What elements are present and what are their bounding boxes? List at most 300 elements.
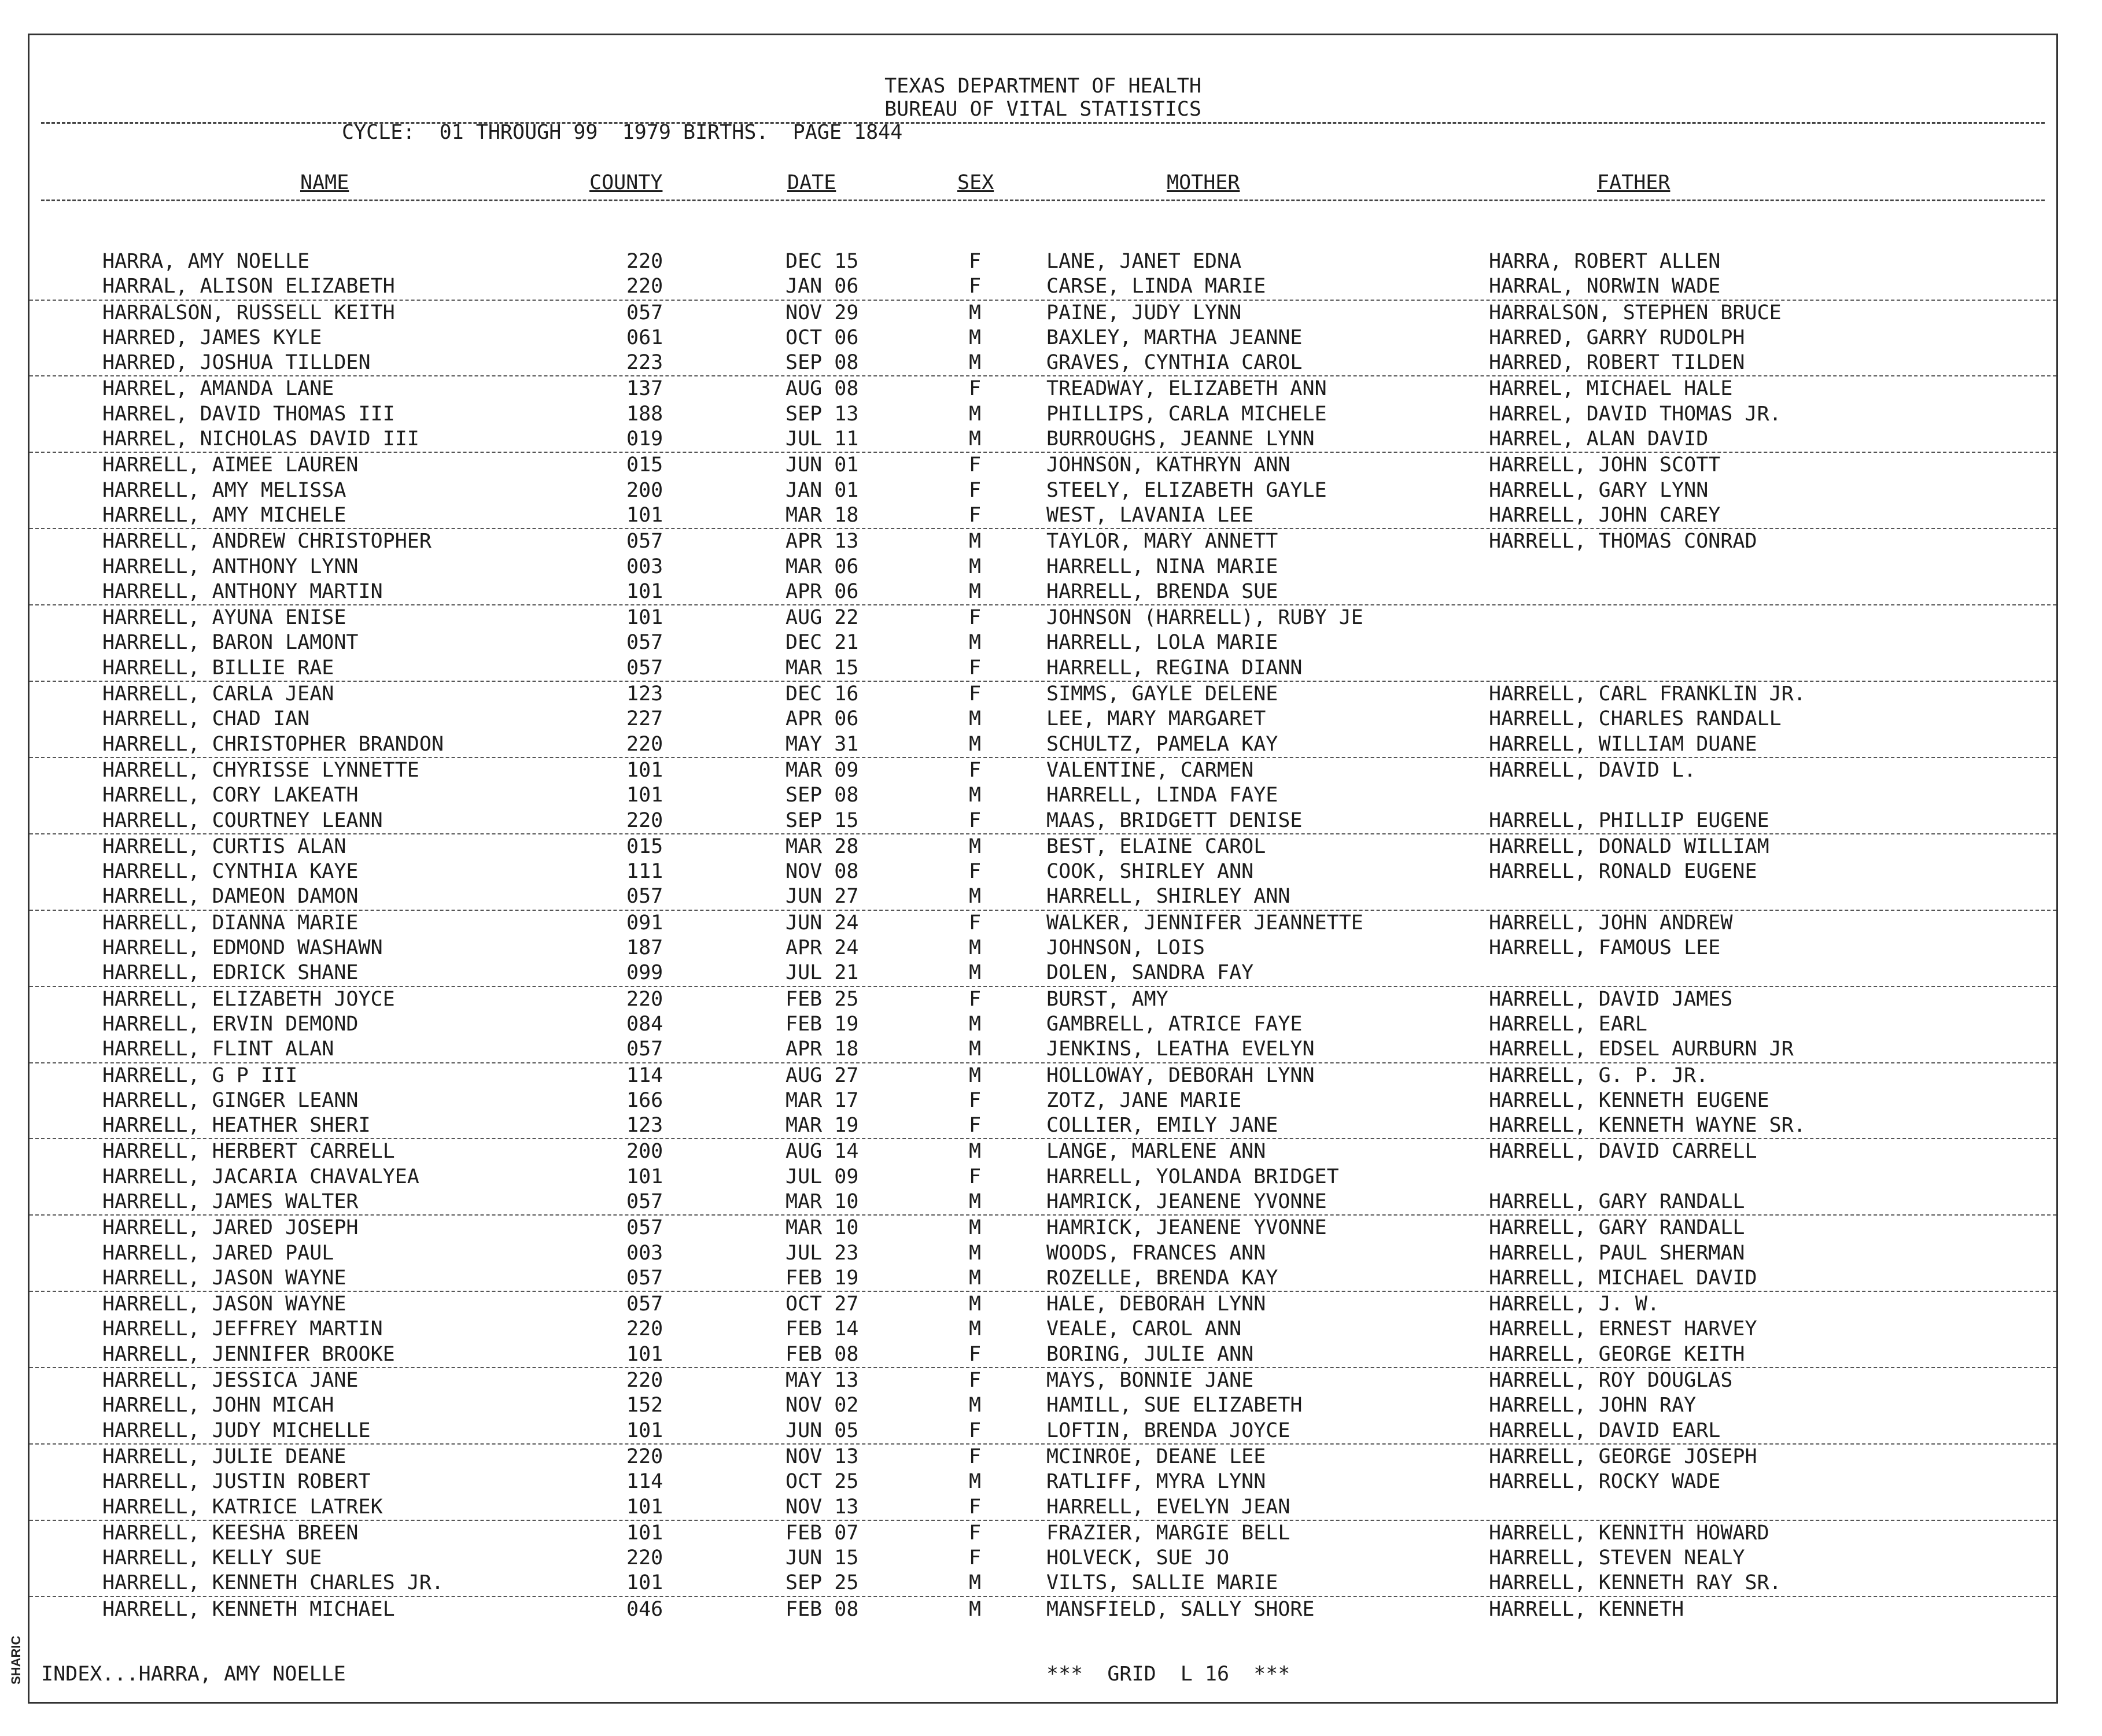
record-date: APR 18 xyxy=(786,1037,859,1061)
record-county: 015 xyxy=(626,834,663,858)
table-row xyxy=(29,503,2056,529)
record-date: AUG 14 xyxy=(786,1140,859,1164)
record-county: 220 xyxy=(626,808,663,832)
record-county: 057 xyxy=(626,1266,663,1290)
record-sex: M xyxy=(969,1470,982,1494)
record-name: HARRELL, FLINT ALAN xyxy=(102,1037,334,1061)
record-father: HARRELL, G. P. JR. xyxy=(1489,1063,1709,1087)
record-father: HARRELL, DONALD WILLIAM xyxy=(1489,834,1769,858)
record-name: HARRELL, AIMEE LAUREN xyxy=(102,453,359,477)
record-father: HARRELL, WILLIAM DUANE xyxy=(1489,732,1757,756)
record-county: 101 xyxy=(626,784,663,807)
record-sex: F xyxy=(969,275,982,298)
record-sex: F xyxy=(969,860,982,884)
record-sex: F xyxy=(969,503,982,527)
record-county: 101 xyxy=(626,579,663,603)
record-name: HARRELL, KEESHA BREEN xyxy=(102,1521,359,1545)
record-father: HARRELL, GEORGE KEITH xyxy=(1489,1342,1745,1366)
table-row xyxy=(29,758,2056,783)
table-row xyxy=(29,1139,2056,1164)
record-sex: F xyxy=(969,1088,982,1112)
record-date: SEP 08 xyxy=(786,351,859,375)
record-mother: TAYLOR, MARY ANNETT xyxy=(1046,530,1278,553)
table-row xyxy=(29,1088,2056,1113)
side-mark xyxy=(3,1631,27,1689)
record-county: 101 xyxy=(626,606,663,630)
record-mother: HARRELL, BRENDA SUE xyxy=(1046,579,1278,603)
column-header-father: FATHER xyxy=(1597,171,1670,194)
column-header-mother: MOTHER xyxy=(1167,171,1240,194)
table-row xyxy=(29,555,2056,579)
table-row xyxy=(29,1037,2056,1063)
record-sex: F xyxy=(969,758,982,782)
record-mother: HARRELL, LINDA FAYE xyxy=(1046,784,1278,807)
record-date: DEC 16 xyxy=(786,682,859,706)
record-date: OCT 25 xyxy=(786,1470,859,1494)
record-date: JAN 01 xyxy=(786,478,859,502)
record-date: FEB 08 xyxy=(786,1597,859,1621)
table-row xyxy=(29,1266,2056,1292)
record-sex: M xyxy=(969,732,982,756)
record-county: 061 xyxy=(626,326,663,349)
record-sex: M xyxy=(969,1140,982,1164)
column-header-sex: SEX xyxy=(957,171,994,194)
record-sex: M xyxy=(969,1216,982,1240)
record-mother: LANE, JANET EDNA xyxy=(1046,250,1242,273)
record-county: 137 xyxy=(626,377,663,401)
table-row xyxy=(29,884,2056,910)
record-name: HARRELL, EDRICK SHANE xyxy=(102,961,359,985)
record-name: HARRELL, AMY MELISSA xyxy=(102,478,346,502)
table-row xyxy=(29,579,2056,605)
record-father: HARRELL, STEVEN NEALY xyxy=(1489,1546,1745,1570)
record-sex: F xyxy=(969,1521,982,1545)
record-sex: F xyxy=(969,250,982,273)
record-mother: JOHNSON (HARRELL), RUBY JE xyxy=(1046,606,1363,630)
column-header-date: DATE xyxy=(787,171,836,194)
record-date: NOV 08 xyxy=(786,860,859,884)
record-date: JUL 23 xyxy=(786,1241,859,1265)
index-page-frame xyxy=(28,34,2058,1704)
record-county: 114 xyxy=(626,1063,663,1087)
record-county: 057 xyxy=(626,1292,663,1316)
record-county: 057 xyxy=(626,1216,663,1240)
record-county: 057 xyxy=(626,530,663,553)
record-mother: VEALE, CAROL ANN xyxy=(1046,1317,1242,1341)
record-date: SEP 25 xyxy=(786,1571,859,1595)
record-date: DEC 21 xyxy=(786,631,859,655)
record-mother: WALKER, JENNIFER JEANNETTE xyxy=(1046,911,1363,935)
record-mother: BORING, JULIE ANN xyxy=(1046,1342,1254,1366)
record-father: HARRELL, JOHN CAREY xyxy=(1489,503,1721,527)
table-row xyxy=(29,1546,2056,1571)
record-county: 003 xyxy=(626,1241,663,1265)
record-date: SEP 15 xyxy=(786,808,859,832)
record-sex: F xyxy=(969,1114,982,1137)
index-footer: INDEX...HARRA, AMY NOELLE xyxy=(41,1663,346,1686)
record-sex: M xyxy=(969,1266,982,1290)
table-row xyxy=(29,402,2056,427)
record-county: 220 xyxy=(626,732,663,756)
record-mother: STEELY, ELIZABETH GAYLE xyxy=(1046,478,1327,502)
record-father: HARRELL, KENNETH RAY SR. xyxy=(1489,1571,1782,1595)
record-father: HARRELL, GARY RANDALL xyxy=(1489,1216,1745,1240)
record-name: HARREL, AMANDA LANE xyxy=(102,377,334,401)
record-father: HARRA, ROBERT ALLEN xyxy=(1489,250,1721,273)
record-mother: HARRELL, LOLA MARIE xyxy=(1046,631,1278,655)
record-mother: MCINROE, DEANE LEE xyxy=(1046,1445,1266,1468)
record-name: HARRED, JOSHUA TILLDEN xyxy=(102,351,371,375)
record-date: MAY 31 xyxy=(786,732,859,756)
record-date: MAR 15 xyxy=(786,656,859,679)
record-name: HARRELL, KENNETH MICHAEL xyxy=(102,1597,395,1621)
record-date: NOV 13 xyxy=(786,1495,859,1519)
column-header-rule xyxy=(41,200,2045,201)
record-county: 099 xyxy=(626,961,663,985)
table-row xyxy=(29,783,2056,808)
table-row xyxy=(29,1368,2056,1393)
record-father: HARRELL, KENNITH HOWARD xyxy=(1489,1521,1769,1545)
record-mother: HARRELL, REGINA DIANN xyxy=(1046,656,1303,679)
record-date: FEB 14 xyxy=(786,1317,859,1341)
record-date: OCT 27 xyxy=(786,1292,859,1316)
record-county: 114 xyxy=(626,1470,663,1494)
record-mother: HARRELL, YOLANDA BRIDGET xyxy=(1046,1165,1339,1188)
column-header-county: COUNTY xyxy=(589,171,663,194)
table-row xyxy=(29,1469,2056,1494)
record-date: FEB 19 xyxy=(786,1266,859,1290)
record-county: 084 xyxy=(626,1012,663,1036)
record-name: HARRELL, JARED PAUL xyxy=(102,1241,334,1265)
table-row xyxy=(29,529,2056,554)
record-father: HARRED, ROBERT TILDEN xyxy=(1489,351,1745,375)
record-date: OCT 06 xyxy=(786,326,859,349)
record-date: JUL 21 xyxy=(786,961,859,985)
record-name: HARREL, DAVID THOMAS III xyxy=(102,402,395,426)
record-date: MAR 18 xyxy=(786,503,859,527)
record-name: HARRELL, JUDY MICHELLE xyxy=(102,1419,371,1442)
table-row xyxy=(29,1571,2056,1597)
record-father: HARRELL, KENNETH xyxy=(1489,1597,1684,1621)
record-father: HARRELL, FAMOUS LEE xyxy=(1489,936,1721,960)
record-name: HARRELL, JESSICA JANE xyxy=(102,1369,359,1393)
record-mother: BURROUGHS, JEANNE LYNN xyxy=(1046,427,1315,451)
record-name: HARRELL, ERVIN DEMOND xyxy=(102,1012,359,1036)
record-county: 057 xyxy=(626,656,663,679)
record-father: HARRELL, DAVID L. xyxy=(1489,758,1697,782)
record-name: HARRELL, JUSTIN ROBERT xyxy=(102,1470,371,1494)
record-date: MAR 09 xyxy=(786,758,859,782)
table-row xyxy=(29,1012,2056,1037)
table-row xyxy=(29,326,2056,350)
record-county: 057 xyxy=(626,631,663,655)
table-row xyxy=(29,1113,2056,1139)
record-mother: DOLEN, SANDRA FAY xyxy=(1046,961,1254,985)
record-sex: F xyxy=(969,682,982,706)
record-date: AUG 27 xyxy=(786,1063,859,1087)
table-row xyxy=(29,859,2056,884)
record-sex: M xyxy=(969,1317,982,1341)
record-father: HARRELL, GARY LYNN xyxy=(1489,478,1709,502)
record-sex: M xyxy=(969,326,982,349)
record-father: HARRELL, EDSEL AURBURN JR xyxy=(1489,1037,1794,1061)
record-date: MAY 13 xyxy=(786,1369,859,1393)
record-mother: HOLLOWAY, DEBORAH LYNN xyxy=(1046,1063,1315,1087)
record-date: APR 24 xyxy=(786,936,859,960)
record-name: HARRELL, JACARIA CHAVALYEA xyxy=(102,1165,419,1188)
record-mother: WEST, LAVANIA LEE xyxy=(1046,503,1254,527)
record-father: HARRELL, JOHN ANDREW xyxy=(1489,911,1733,935)
record-mother: ROZELLE, BRENDA KAY xyxy=(1046,1266,1278,1290)
record-father: HARRELL, ROCKY WADE xyxy=(1489,1470,1721,1494)
record-mother: JOHNSON, KATHRYN ANN xyxy=(1046,453,1290,477)
record-name: HARRELL, CHAD IAN xyxy=(102,707,310,731)
record-father: HARRELL, DAVID CARRELL xyxy=(1489,1140,1757,1164)
record-sex: F xyxy=(969,1419,982,1442)
record-county: 200 xyxy=(626,478,663,502)
record-father: HARRALSON, STEPHEN BRUCE xyxy=(1489,301,1782,324)
record-date: APR 13 xyxy=(786,530,859,553)
record-county: 091 xyxy=(626,911,663,935)
record-mother: LEE, MARY MARGARET xyxy=(1046,707,1266,731)
record-father: HARRELL, MICHAEL DAVID xyxy=(1489,1266,1757,1290)
record-father: HARRELL, THOMAS CONRAD xyxy=(1489,530,1757,553)
record-name: HARRELL, G P III xyxy=(102,1063,298,1087)
table-row xyxy=(29,936,2056,961)
record-mother: BEST, ELAINE CAROL xyxy=(1046,834,1266,858)
record-sex: M xyxy=(969,1292,982,1316)
record-father: HARRELL, JOHN RAY xyxy=(1489,1394,1697,1417)
side-mark-label: SHARIC xyxy=(9,1635,23,1685)
record-mother: GAMBRELL, ATRICE FAYE xyxy=(1046,1012,1303,1036)
record-county: 019 xyxy=(626,427,663,451)
column-header-name: NAME xyxy=(300,171,349,194)
record-date: MAR 06 xyxy=(786,555,859,578)
record-sex: M xyxy=(969,579,982,603)
record-county: 003 xyxy=(626,555,663,578)
record-father: HARRELL, CARL FRANKLIN JR. xyxy=(1489,682,1806,706)
table-row xyxy=(29,427,2056,453)
record-county: 123 xyxy=(626,682,663,706)
record-name: HARRELL, AMY MICHELE xyxy=(102,503,346,527)
record-father: HARRELL, KENNETH WAYNE SR. xyxy=(1489,1114,1806,1137)
record-sex: F xyxy=(969,808,982,832)
table-row xyxy=(29,961,2056,987)
record-mother: SCHULTZ, PAMELA KAY xyxy=(1046,732,1278,756)
table-row xyxy=(29,808,2056,834)
record-county: 015 xyxy=(626,453,663,477)
record-mother: PAINE, JUDY LYNN xyxy=(1046,301,1242,324)
record-mother: COLLIER, EMILY JANE xyxy=(1046,1114,1278,1137)
record-father: HARRELL, ERNEST HARVEY xyxy=(1489,1317,1757,1341)
record-county: 152 xyxy=(626,1394,663,1417)
record-county: 111 xyxy=(626,860,663,884)
record-county: 101 xyxy=(626,503,663,527)
record-date: MAR 19 xyxy=(786,1114,859,1137)
record-name: HARRELL, JULIE DEANE xyxy=(102,1445,346,1468)
record-name: HARRELL, COURTNEY LEANN xyxy=(102,808,383,832)
record-name: HARRELL, JASON WAYNE xyxy=(102,1266,346,1290)
table-row xyxy=(29,987,2056,1012)
record-sex: F xyxy=(969,656,982,679)
record-county: 057 xyxy=(626,301,663,324)
record-date: FEB 08 xyxy=(786,1342,859,1366)
record-mother: COOK, SHIRLEY ANN xyxy=(1046,860,1254,884)
record-father: HARREL, MICHAEL HALE xyxy=(1489,377,1733,401)
record-name: HARRELL, JARED JOSEPH xyxy=(102,1216,359,1240)
record-sex: M xyxy=(969,784,982,807)
record-name: HARRELL, KATRICE LATREK xyxy=(102,1495,383,1519)
table-row xyxy=(29,605,2056,630)
record-sex: M xyxy=(969,1190,982,1213)
record-sex: M xyxy=(969,961,982,985)
department-title: TEXAS DEPARTMENT OF HEALTH xyxy=(884,75,1201,98)
record-date: JUN 15 xyxy=(786,1546,859,1570)
record-county: 101 xyxy=(626,1495,663,1519)
record-mother: JOHNSON, LOIS xyxy=(1046,936,1205,960)
record-county: 123 xyxy=(626,1114,663,1137)
record-name: HARRELL, DIANNA MARIE xyxy=(102,911,359,935)
record-date: MAR 28 xyxy=(786,834,859,858)
record-county: 227 xyxy=(626,707,663,731)
table-row xyxy=(29,1190,2056,1216)
table-row xyxy=(29,1063,2056,1088)
record-mother: HAMILL, SUE ELIZABETH xyxy=(1046,1394,1303,1417)
table-row xyxy=(29,1216,2056,1240)
table-row xyxy=(29,1241,2056,1266)
bureau-title: BUREAU OF VITAL STATISTICS xyxy=(884,98,1201,121)
record-name: HARRAL, ALISON ELIZABETH xyxy=(102,275,395,298)
record-mother: RATLIFF, MYRA LYNN xyxy=(1046,1470,1266,1494)
record-county: 046 xyxy=(626,1597,663,1621)
record-father: HARRELL, GEORGE JOSEPH xyxy=(1489,1445,1757,1468)
record-county: 187 xyxy=(626,936,663,960)
record-father: HARRELL, J. W. xyxy=(1489,1292,1660,1316)
table-row xyxy=(29,249,2056,274)
record-name: HARRELL, ELIZABETH JOYCE xyxy=(102,987,395,1011)
table-row xyxy=(29,707,2056,732)
record-mother: MAAS, BRIDGETT DENISE xyxy=(1046,808,1303,832)
record-name: HARREL, NICHOLAS DAVID III xyxy=(102,427,419,451)
record-mother: SIMMS, GAYLE DELENE xyxy=(1046,682,1278,706)
record-mother: GRAVES, CYNTHIA CAROL xyxy=(1046,351,1303,375)
table-row xyxy=(29,1419,2056,1445)
record-mother: CARSE, LINDA MARIE xyxy=(1046,275,1266,298)
record-mother: HAMRICK, JEANENE YVONNE xyxy=(1046,1216,1327,1240)
record-sex: F xyxy=(969,911,982,935)
record-county: 101 xyxy=(626,1342,663,1366)
record-date: AUG 08 xyxy=(786,377,859,401)
record-date: APR 06 xyxy=(786,707,859,731)
record-mother: HARRELL, NINA MARIE xyxy=(1046,555,1278,578)
record-mother: HARRELL, SHIRLEY ANN xyxy=(1046,885,1290,908)
record-name: HARRELL, JOHN MICAH xyxy=(102,1394,334,1417)
record-sex: M xyxy=(969,301,982,324)
record-date: FEB 25 xyxy=(786,987,859,1011)
record-county: 220 xyxy=(626,275,663,298)
table-row xyxy=(29,350,2056,376)
table-row xyxy=(29,911,2056,936)
record-sex: M xyxy=(969,1394,982,1417)
record-mother: LOFTIN, BRENDA JOYCE xyxy=(1046,1419,1290,1442)
record-date: APR 06 xyxy=(786,579,859,603)
record-county: 101 xyxy=(626,1521,663,1545)
record-father: HARRELL, RONALD EUGENE xyxy=(1489,860,1757,884)
record-father: HARRELL, DAVID JAMES xyxy=(1489,987,1733,1011)
record-name: HARRELL, AYUNA ENISE xyxy=(102,606,346,630)
table-row xyxy=(29,1165,2056,1190)
record-sex: F xyxy=(969,987,982,1011)
record-date: AUG 22 xyxy=(786,606,859,630)
birth-records-list xyxy=(29,249,2056,1622)
record-sex: F xyxy=(969,1495,982,1519)
record-name: HARRELL, KELLY SUE xyxy=(102,1546,322,1570)
record-mother: BAXLEY, MARTHA JEANNE xyxy=(1046,326,1303,349)
record-date: SEP 08 xyxy=(786,784,859,807)
table-row xyxy=(29,478,2056,503)
record-name: HARRELL, CHRISTOPHER BRANDON xyxy=(102,732,444,756)
record-sex: F xyxy=(969,453,982,477)
record-name: HARRELL, JASON WAYNE xyxy=(102,1292,346,1316)
record-county: 220 xyxy=(626,1369,663,1393)
record-date: MAR 10 xyxy=(786,1190,859,1213)
record-name: HARRELL, CHYRISSE LYNNETTE xyxy=(102,758,419,782)
record-name: HARRELL, JAMES WALTER xyxy=(102,1190,359,1213)
record-county: 101 xyxy=(626,1165,663,1188)
record-name: HARRALSON, RUSSELL KEITH xyxy=(102,301,395,324)
record-county: 220 xyxy=(626,250,663,273)
record-name: HARRELL, ANTHONY LYNN xyxy=(102,555,359,578)
record-county: 101 xyxy=(626,1571,663,1595)
record-mother: HALE, DEBORAH LYNN xyxy=(1046,1292,1266,1316)
record-date: DEC 15 xyxy=(786,250,859,273)
record-sex: M xyxy=(969,402,982,426)
record-date: SEP 13 xyxy=(786,402,859,426)
record-father: HARRELL, DAVID EARL xyxy=(1489,1419,1721,1442)
record-date: FEB 07 xyxy=(786,1521,859,1545)
record-name: HARRELL, DAMEON DAMON xyxy=(102,885,359,908)
record-mother: LANGE, MARLENE ANN xyxy=(1046,1140,1266,1164)
record-date: MAR 10 xyxy=(786,1216,859,1240)
record-county: 223 xyxy=(626,351,663,375)
record-name: HARRELL, HERBERT CARRELL xyxy=(102,1140,395,1164)
record-father: HARRELL, KENNETH EUGENE xyxy=(1489,1088,1769,1112)
table-row xyxy=(29,453,2056,478)
table-row xyxy=(29,1495,2056,1521)
record-name: HARRELL, JEFFREY MARTIN xyxy=(102,1317,383,1341)
record-name: HARRELL, ANDREW CHRISTOPHER xyxy=(102,530,432,553)
record-name: HARRELL, ANTHONY MARTIN xyxy=(102,579,383,603)
table-row xyxy=(29,274,2056,300)
record-county: 220 xyxy=(626,1445,663,1468)
record-date: JUN 27 xyxy=(786,885,859,908)
table-row xyxy=(29,630,2056,655)
table-row xyxy=(29,1597,2056,1622)
record-sex: F xyxy=(969,478,982,502)
record-mother: HARRELL, EVELYN JEAN xyxy=(1046,1495,1290,1519)
record-father: HARREL, ALAN DAVID xyxy=(1489,427,1709,451)
table-row xyxy=(29,732,2056,758)
record-sex: M xyxy=(969,707,982,731)
record-name: HARRELL, CURTIS ALAN xyxy=(102,834,346,858)
record-sex: M xyxy=(969,351,982,375)
record-county: 188 xyxy=(626,402,663,426)
record-sex: F xyxy=(969,1165,982,1188)
record-name: HARRELL, KENNETH CHARLES JR. xyxy=(102,1571,444,1595)
record-sex: M xyxy=(969,1571,982,1595)
record-sex: F xyxy=(969,1546,982,1570)
record-sex: M xyxy=(969,1012,982,1036)
